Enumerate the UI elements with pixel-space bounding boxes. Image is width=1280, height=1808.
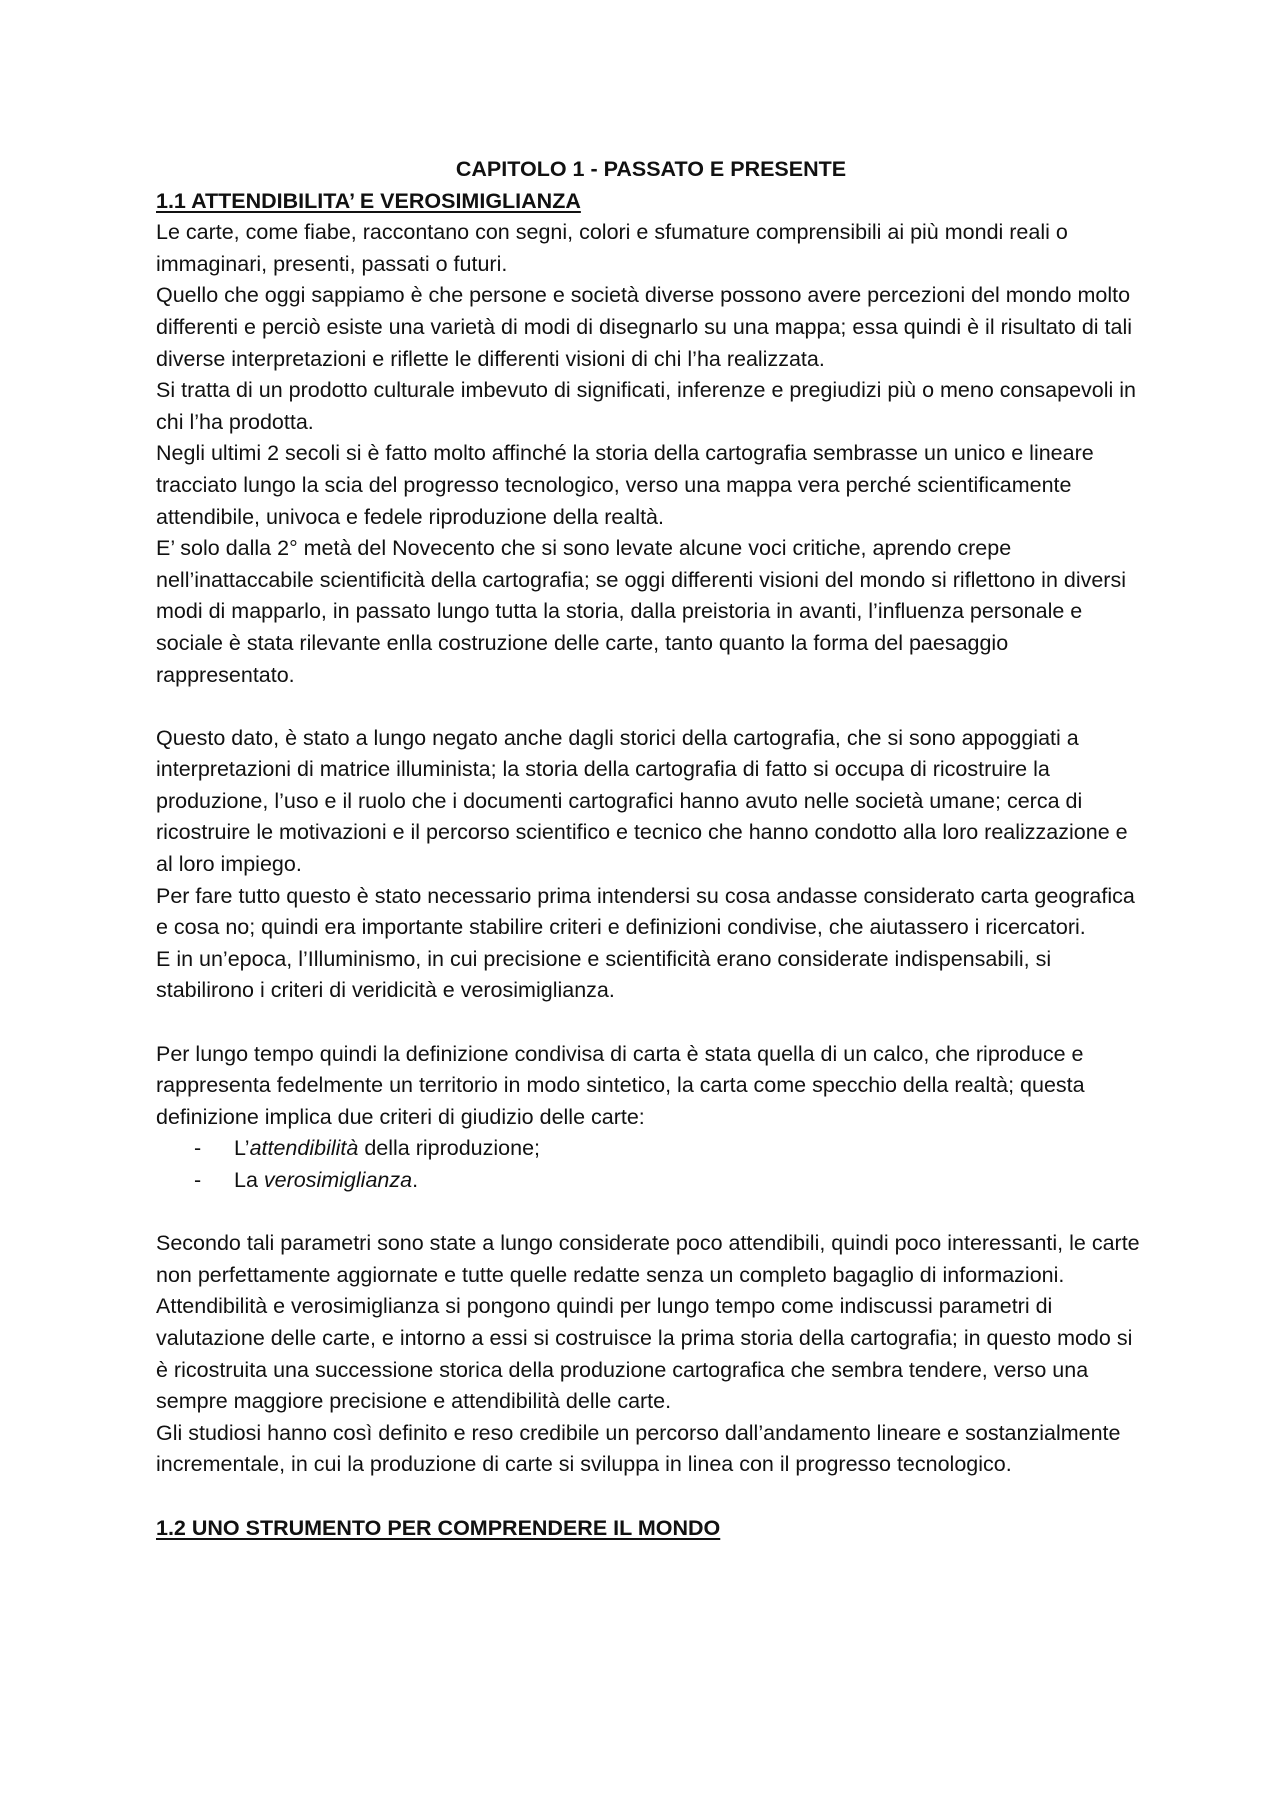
dash-bullet: - [194, 1168, 202, 1192]
section-heading-1-1: 1.1 ATTENDIBILITA’ E VEROSIMIGLIANZA [156, 188, 581, 213]
paragraph-12: Gli studiosi hanno così definito e reso credibile un percorso dall’andamento lineare e sostanzialmente incrementale, in cui la produzione di carte si sviluppa in linea con il progresso tecnologico. [156, 1420, 1121, 1477]
paragraph-9: Per lungo tempo quindi la definizione condivisa di carta è stata quella di un calco, che riproduce e rappresenta fedelmente un territorio in modo sintetico, la carta come specchio della realtà; questa definizione implica due criteri di giudizio delle carte: [156, 1041, 1085, 1129]
document-page [156, 154, 1146, 1544]
criteria-list [156, 1133, 1146, 1196]
list-item-prefix: La [234, 1168, 264, 1192]
blank-line [156, 691, 1146, 723]
paragraph-10: Secondo tali parametri sono state a lungo considerate poco attendibili, quindi poco interessanti, le carte non perfettamente aggiornate e tutte quelle redatte senza un completo bagaglio di informazioni. [156, 1231, 1140, 1287]
list-item-emphasis: verosimiglianza [263, 1168, 413, 1192]
paragraph-7: Per fare tutto questo è stato necessario prima intendersi su cosa andasse considerato carta geografica e cosa no; quindi era importante stabilire criteri e definizioni condivise, che aiutassero i ricercatori. [156, 883, 1135, 940]
blank-line [156, 1481, 1146, 1513]
paragraph-8: E in un’epoca, l’Illuminismo, in cui precisione e scientificità erano considerate indispensabili, si stabilirono i criteri di veridicità e verosimiglianza. [156, 946, 1052, 1003]
paragraph-1: Le carte, come fiabe, raccontano con segni, colori e sfumature comprensibili ai più mondi reali o immaginari, presenti, passati o futuri. [156, 220, 1068, 276]
paragraph-2: Quello che oggi sappiamo è che persone e società diverse possono avere percezioni del mondo molto differenti e perciò esiste una varietà di modi di disegnarlo su una mappa; essa quindi è il risultato di tali diverse interpretazioni e riflette le differenti visioni di chi l’ha realizzata. [156, 283, 1133, 371]
blank-line [156, 1007, 1146, 1039]
chapter-title: CAPITOLO 1 - PASSATO E PRESENTE [455, 157, 847, 181]
list-item [156, 1133, 1146, 1165]
section-heading-1-2: 1.2 UNO STRUMENTO PER COMPRENDERE IL MONDO [156, 1515, 721, 1540]
paragraph-6: Questo dato, è stato a lungo negato anche dagli storici della cartografia, che si sono appoggiati a interpretazioni di matrice illuminista; la storia della cartografia di fatto si occupa di ricostruire la produzione, l’uso e il ruolo che i documenti cartografici hanno avuto nelle società umane; cerca di ricostruire le motivazioni e il percorso scientifico e tecnico che hanno condotto alla loro realizzazione e al loro impiego. [156, 725, 1128, 877]
paragraph-5: E’ solo dalla 2° metà del Novecento che si sono levate alcune voci critiche, aprendo crepe nell’inattaccabile scientificità della cartografia; se oggi differenti visioni del mondo si riflettono in diversi modi di mapparlo, in passato lungo tutta la storia, dalla preistoria in avanti, l’influenza personale e sociale è stata rilevante enlla costruzione delle carte, tanto quanto la forma del paesaggio rappresentato. [156, 536, 1126, 687]
list-item [156, 1165, 1146, 1197]
dash-bullet: - [194, 1136, 202, 1161]
paragraph-4: Negli ultimi 2 secoli si è fatto molto affinché la storia della cartografia sembrasse un unico e lineare tracciato lungo la scia del progresso tecnologico, verso una mappa vera perché scientificamente attendibile, univoca e fedele riproduzione della realtà. [156, 441, 1094, 529]
paragraph-3: Si tratta di un prodotto culturale imbevuto di significati, inferenze e pregiudizi più o meno consapevoli in chi l’ha prodotta. [156, 378, 1137, 434]
list-item-prefix: L’ [234, 1136, 250, 1161]
list-item-emphasis: attendibilità [249, 1136, 359, 1161]
list-item-suffix: . [412, 1168, 419, 1192]
list-item-suffix: della riproduzione; [358, 1136, 541, 1161]
paragraph-11: Attendibilità e verosimiglianza si pongono quindi per lungo tempo come indiscussi parametri di valutazione delle carte, e intorno a essi si costruisce la prima storia della cartografia; in questo modo si è ricostruita una successione storica della produzione cartografica che sembra tendere, verso una sempre maggiore precisione e attendibilità delle carte. [156, 1294, 1133, 1414]
blank-line [156, 1197, 1146, 1229]
